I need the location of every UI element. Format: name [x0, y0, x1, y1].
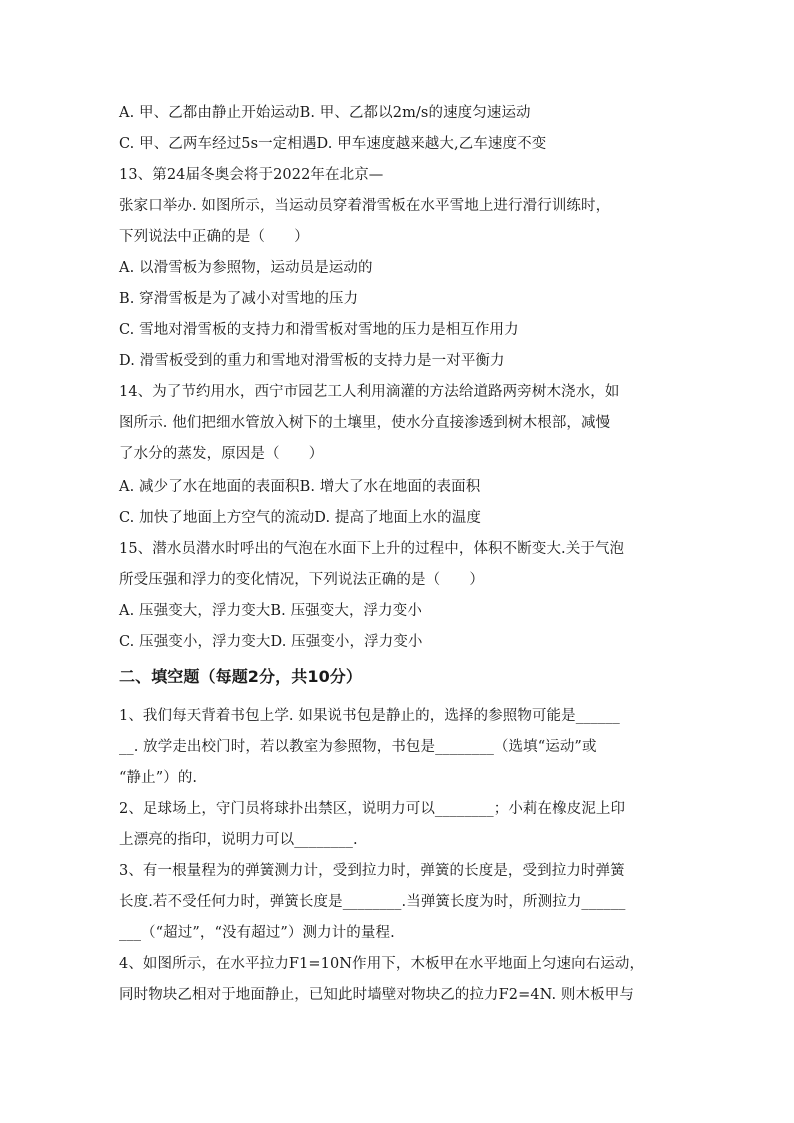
- fill1-line1: 1、我们每天背着书包上学. 如果说书包是静止的，选择的参照物可能是______: [119, 708, 620, 724]
- fill3-line1: 3、有一根量程为的弹簧测力计，受到拉力时，弹簧的长度是，受到拉力时弹簧: [119, 863, 625, 879]
- q13-option-b: B. 穿滑雪板是为了减小对雪地的压力: [119, 291, 359, 307]
- q13-option-d: D. 滑雪板受到的重力和雪地对滑雪板的支持力是一对平衡力: [119, 353, 505, 369]
- q15-text-line1: 15、潜水员潜水时呼出的气泡在水面下上升的过程中，体积不断变大.关于气泡: [119, 541, 625, 557]
- fill4-line1: 4、如图所示，在水平拉力F1=10N作用下，木板甲在水平地面上匀速向右运动，: [119, 956, 645, 972]
- fill1-line3: “静止”）的.: [119, 770, 198, 786]
- q14-option-ab: A. 减少了水在地面的表面积B. 增大了水在地面的表面积: [119, 479, 481, 495]
- section-heading-fill-in: 二、填空题（每题2分，共10分）: [119, 667, 362, 686]
- q14-text-line2: 图所示. 他们把细水管放入树下的土壤里，使水分直接渗透到树木根部，减慢: [119, 415, 611, 431]
- fill2-line1: 2、足球场上，守门员将球扑出禁区，说明力可以________；小莉在橡皮泥上印: [119, 801, 626, 817]
- q15-option-cd: C. 压强变小，浮力变大D. 压强变小，浮力变小: [119, 634, 423, 650]
- q14-option-cd: C. 加快了地面上方空气的流动D. 提高了地面上水的温度: [119, 510, 481, 526]
- q13-option-a: A. 以滑雪板为参照物，运动员是运动的: [119, 260, 373, 276]
- fill4-line2: 同时物块乙相对于地面静止，已知此时墙壁对物块乙的拉力F2=4N. 则木板甲与: [119, 987, 634, 1003]
- fill2-line2: 上漂亮的指印，说明力可以________.: [119, 832, 358, 848]
- fill1-line2: __. 放学走出校门时，若以教室为参照物，书包是________（选填“运动”或: [119, 739, 597, 755]
- q12-option-ab: A. 甲、乙都由静止开始运动B. 甲、乙都以2m/s的速度匀速运动: [119, 105, 531, 121]
- q13-text-line1: 13、第24届冬奥会将于2022年在北京—: [119, 167, 384, 183]
- q14-text-line3: 了水分的蒸发，原因是（ ）: [119, 446, 324, 462]
- q15-text-line2: 所受压强和浮力的变化情况，下列说法正确的是（ ）: [119, 572, 484, 588]
- q12-option-cd: C. 甲、乙两车经过5s一定相遇D. 甲车速度越来越大,乙车速度不变: [119, 136, 547, 152]
- q14-text-line1: 14、为了节约用水，西宁市园艺工人利用滴灌的方法给道路两旁树木浇水，如: [119, 384, 620, 400]
- fill3-line3: ___（“超过”，“没有超过”）测力计的量程.: [119, 925, 395, 941]
- q13-text-line2: 张家口举办. 如图所示，当运动员穿着滑雪板在水平雪地上进行滑行训练时，: [119, 198, 611, 214]
- fill3-line2: 长度.若不受任何力时，弹簧长度是________.当弹簧长度为时，所测拉力______: [119, 894, 626, 910]
- q13-option-c: C. 雪地对滑雪板的支持力和滑雪板对雪地的压力是相互作用力: [119, 322, 519, 338]
- q13-text-line3: 下列说法中正确的是（ ）: [119, 229, 309, 245]
- q15-option-ab: A. 压强变大，浮力变大B. 压强变大，浮力变小: [119, 603, 422, 619]
